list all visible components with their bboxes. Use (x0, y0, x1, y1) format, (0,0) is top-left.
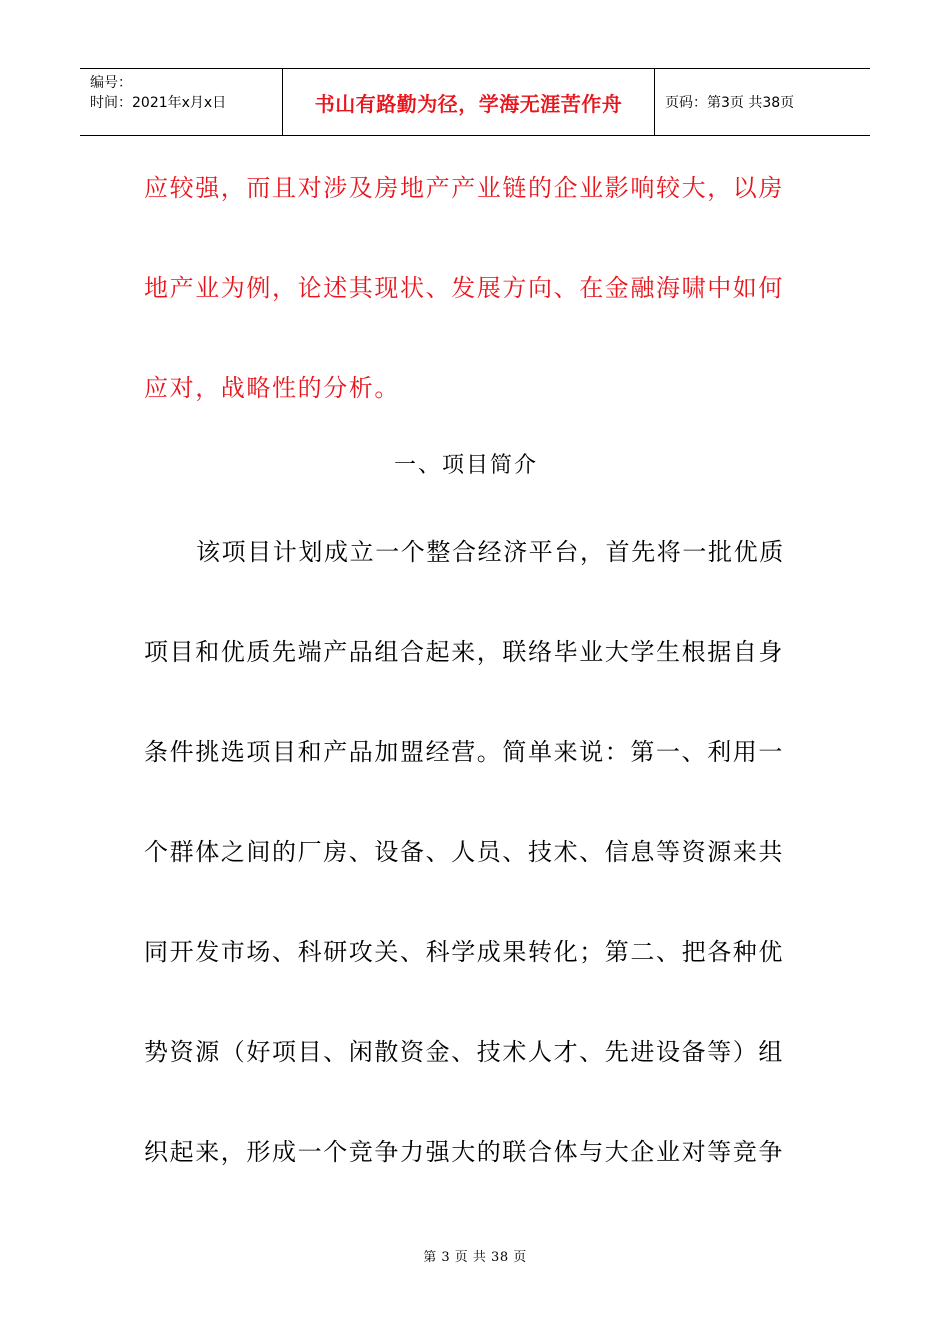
document-body (144, 140, 814, 1204)
header-motto: 书山有路勤为径，学海无涯苦作舟 (282, 69, 655, 135)
paragraph-line: 条件挑选项目和产品加盟经营。简单来说：第一、利用一 (144, 738, 784, 766)
paragraph-line: 势资源（好项目、闲散资金、技术人才、先进设备等）组 (144, 1038, 784, 1066)
paragraph-line: 项目和优质先端产品组合起来，联络毕业大学生根据自身 (144, 638, 784, 666)
paragraph-line: 该项目计划成立一个整合经济平台，首先将一批优质 (196, 538, 785, 566)
document-number-label: 编号： (90, 75, 132, 91)
paragraph-line: 同开发市场、科研攻关、科学成果转化；第二、把各种优 (144, 938, 784, 966)
paragraph-line: 织起来，形成一个竞争力强大的联合体与大企业对等竞争 (144, 1138, 784, 1166)
header-page-info: 页码：第3页 共38页 (665, 95, 795, 111)
red-text-line: 地产业为例，论述其现状、发展方向、在金融海啸中如何 (144, 274, 784, 302)
red-text-line: 应对，战略性的分析。 (144, 374, 400, 402)
paragraph-line: 个群体之间的厂房、设备、人员、技术、信息等资源来共 (144, 838, 784, 866)
section-heading: 一、项目简介 (393, 453, 538, 478)
header-meta-cell (80, 69, 282, 135)
page-header (80, 68, 870, 136)
document-date: 时间：2021年x月x日 (90, 95, 227, 111)
page-footer-number: 第 3 页 共 38 页 (423, 1250, 527, 1265)
red-text-line: 应较强，而且对涉及房地产产业链的企业影响较大，以房 (144, 174, 784, 202)
